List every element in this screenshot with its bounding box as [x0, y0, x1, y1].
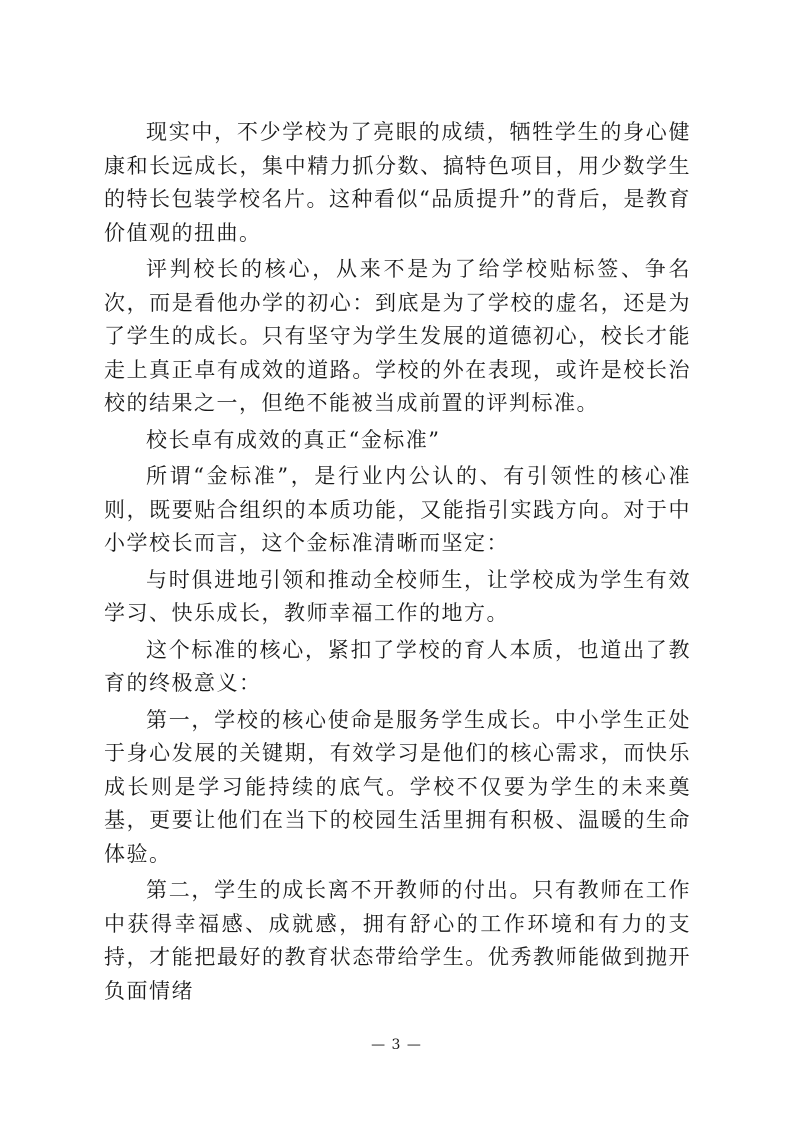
- paragraph-7: 第二，学生的成长离不开教师的付出。只有教师在工作中获得幸福感、成就感，拥有舒心的工作环境和有力的支持，才能把最好的教育状态带给学生。优秀教师能做到抛开负面情绪: [104, 878, 691, 1003]
- paragraph-4: 与时俱进地引领和推动全校师生，让学校成为学生有效学习、快乐成长，教师幸福工作的地方。: [104, 567, 691, 625]
- paragraph-5: 这个标准的核心，紧扣了学校的育人本质，也道出了教育的终极意义：: [104, 637, 691, 695]
- paragraph-3: 所谓“金标准”，是行业内公认的、有引领性的核心准则，既要贴合组织的本质功能，又能指引实践方向。对于中小学校长而言，这个金标准清晰而坚定：: [104, 464, 691, 555]
- body-text: [104, 116, 691, 1011]
- page-number: — 3 —: [371, 1037, 422, 1053]
- paragraph-1: 现实中，不少学校为了亮眼的成绩，牺牲学生的身心健康和长远成长，集中精力抓分数、搞特色项目，用少数学生的特长包装学校名片。这种看似“品质提升”的背后，是教育价值观的扭曲。: [104, 120, 691, 245]
- paragraph-2: 评判校长的核心，从来不是为了给学校贴标签、争名次，而是看他办学的初心：到底是为了学校的虚名，还是为了学生的成长。只有坚守为学生发展的道德初心，校长才能走上真正卓有成效的道路。学校的外在表现，或许是校长治校的结果之一，但绝不能被当成前置的评判标准。: [104, 257, 691, 415]
- paragraph-6: 第一，学校的核心使命是服务学生成长。中小学生正处于身心发展的关键期，有效学习是他们的核心需求，而快乐成长则是学习能持续的底气。学校不仅要为学生的未来奠基，更要让他们在当下的校园生活里拥有积极、温暖的生命体验。: [104, 707, 691, 866]
- section-heading: 校长卓有成效的真正“金标准”: [146, 427, 441, 452]
